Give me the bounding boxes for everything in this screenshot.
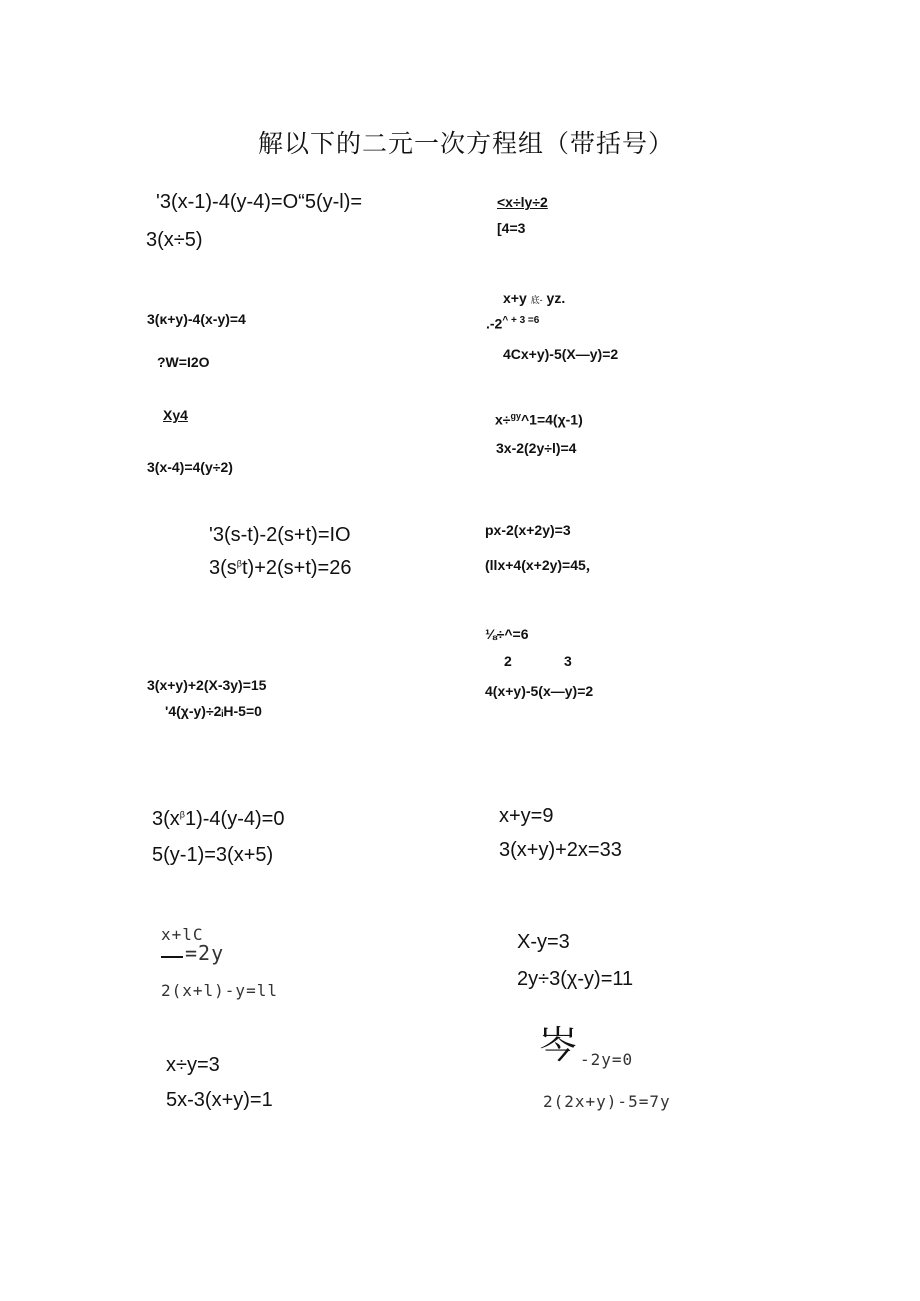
equation: -2y=0 [580,1050,634,1069]
equation: 3(x+y)+2x=33 [499,839,622,861]
equation: 4Cx+y)-5(X—y)=2 [503,346,619,362]
equation: 3 [564,653,572,669]
equation: 2y÷3(χ-y)=11 [517,968,634,990]
equation: =2y [185,941,225,965]
equation-part: .-2 [486,315,503,332]
equation: 2(2x+y)-5=7y [543,1092,671,1111]
equation: (llx+4(x+2y)=45， [485,557,600,573]
equation-part: x÷ [495,411,511,428]
equation: 2(x+l)-y=ll [161,981,278,1000]
equation: '3(x-1)-4(y-4)=O“5(y-l)= [156,191,363,213]
equation-part: β [179,809,185,820]
equation-part: ^ + 3 =6 [502,315,540,326]
equation: X-y=3 [517,931,570,953]
equation: 5(y-1)=3(x+5) [152,844,274,866]
equation [486,316,539,331]
equation: 5x-3(x+y)=1 [166,1089,273,1111]
equation-glyph: 岑 [539,1023,578,1067]
equation: 2 [504,653,512,669]
equation-part: gy [510,411,521,421]
equation: 3(x÷5) [146,229,203,251]
equation-part: 3(s [209,557,237,579]
equation: ⅛÷^=6 [485,626,529,642]
equation-part: ^1=4(χ-1) [521,411,583,428]
fraction-bar [161,956,183,958]
equation-part: x+y [503,290,527,306]
equation-part: β [236,558,242,569]
equation: px-2(x+2y)=3 [485,522,571,538]
equation: ?W=I2O [157,354,210,370]
equation: 3(x-4)=4(y÷2) [147,459,233,475]
equation [209,558,352,578]
equation: Xy4 [163,407,188,423]
equation [495,412,583,427]
equation-part: 1)-4(y-4)=0 [184,808,285,830]
equation: [4=3 [497,220,526,236]
equation-part: t)+2(s+t)=26 [241,557,352,579]
equation: <x÷ly÷2 [497,194,548,210]
equation-part: yz. [546,290,566,306]
equation: 3(κ+y)-4(x-y)=4 [147,311,246,327]
equation: 3x-2(2y÷l)=4 [496,440,577,456]
equation: '3(s-t)-2(s+t)=IO [209,524,351,546]
equation-part: 3(x [152,808,180,830]
equation: '4(χ-y)÷2ᵢH-5=0 [165,703,262,719]
equation-part: 底- [530,295,543,305]
equation: x÷y=3 [166,1054,220,1076]
equation: 3(x+y)+2(X-3y)=15 [147,677,267,693]
equation: 4(x+y)-5(x—y)=2 [485,683,594,699]
equation [503,291,565,305]
equation: x+y=9 [499,805,554,827]
equation: x+lC [161,925,204,944]
page-title: 解以下的二元一次方程组（带括号） [258,129,675,158]
equation [152,809,284,829]
